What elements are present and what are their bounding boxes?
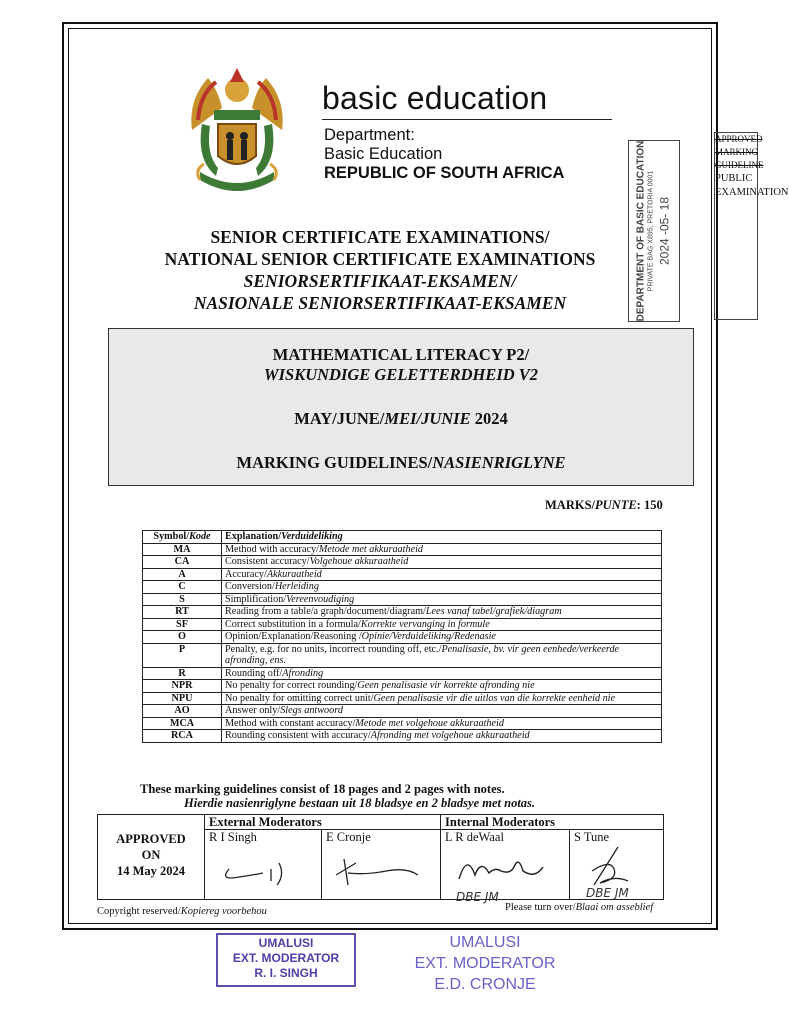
- signature-dewaal: [445, 845, 555, 885]
- dept-line2: Basic Education: [324, 145, 443, 163]
- approved-stamp-line2: PUBLIC EXAMINATION: [715, 173, 789, 198]
- exam-line2: NATIONAL SENIOR CERTIFICATE EXAMINATIONS: [164, 249, 596, 269]
- header-explanation: Explanation/Verduideliking: [222, 531, 662, 544]
- approved-cell: [98, 815, 205, 900]
- approved-line2: ON: [141, 848, 161, 862]
- symbol-table-header: [143, 531, 662, 544]
- symbol-code: A: [143, 568, 222, 581]
- table-row: [143, 717, 662, 730]
- marks-label-af: PUNTE: [595, 498, 637, 512]
- symbol-explanation: Rounding off/Afronding: [222, 667, 662, 680]
- table-row: [143, 556, 662, 569]
- pages-note-en: These marking guidelines consist of 18 pages and 2 pages with notes.: [140, 782, 505, 796]
- marks-total: [545, 498, 663, 513]
- initials-left: DBE JM: [456, 890, 499, 904]
- symbol-code: AO: [143, 705, 222, 718]
- symbol-explanation: Correct substitution in a formula/Korrekte vervanging in formule: [222, 618, 662, 631]
- symbol-explanation: Penalty, e.g. for no units, incorrect rounding off, etc./Penalisasie, bv. vir geen eenhede/verkeerde afronding, ens.: [222, 643, 662, 667]
- session-af: MEI/JUNIE: [384, 409, 471, 428]
- symbol-explanation: Simplification/Vereenvoudiging: [222, 593, 662, 606]
- symbol-explanation: Accuracy/Akkuraatheid: [222, 568, 662, 581]
- table-row: [143, 618, 662, 631]
- symbol-explanation: Answer only/Slegs antwoord: [222, 705, 662, 718]
- symbol-explanation: Opinion/Explanation/Reasoning /Opinie/Verduideliking/Redenasie: [222, 631, 662, 644]
- symbol-code: RT: [143, 606, 222, 619]
- symbol-code: MCA: [143, 717, 222, 730]
- guidelines-line: [109, 453, 693, 473]
- approved-date: 14 May 2024: [116, 864, 186, 878]
- signature-singh: [209, 845, 299, 885]
- exam-title-block: [100, 226, 660, 314]
- symbol-code: MA: [143, 543, 222, 556]
- coat-of-arms-logo: [178, 60, 296, 198]
- table-row: [143, 692, 662, 705]
- subject-box: [108, 328, 694, 486]
- copyright-note: Copyright reserved/Kopiereg voorbehou: [97, 906, 267, 917]
- symbol-explanation: Method with accuracy/Metode met akkuraatheid: [222, 543, 662, 556]
- dbe-stamp-line2: PRIVATE BAG X895, PRETORIA 0001: [647, 170, 655, 292]
- umalusi-stamp-singh: UMALUSI EXT. MODERATOR R. I. SINGH: [216, 933, 356, 987]
- dept-line3: REPUBLIC OF SOUTH AFRICA: [324, 164, 565, 182]
- marks-label-en: MARKS/: [545, 498, 595, 512]
- table-row: [143, 581, 662, 594]
- symbol-code: SF: [143, 618, 222, 631]
- dbe-stamp-date: 2024 -05- 18: [657, 196, 672, 266]
- symbol-explanation: Rounding consistent with accuracy/Afronding met volgehoue akkuraatheid: [222, 730, 662, 743]
- table-row: [143, 543, 662, 556]
- dept-line1: Department:: [324, 126, 415, 144]
- exam-line4: NASIONALE SENIORSERTIFIKAAT-EKSAMEN: [193, 293, 567, 313]
- symbol-code: RCA: [143, 730, 222, 743]
- symbol-code: S: [143, 593, 222, 606]
- internal-moderators-header: Internal Moderators: [441, 815, 664, 830]
- table-row: [143, 568, 662, 581]
- umalusi-stamp-cronje: UMALUSI EXT. MODERATOR E.D. CRONJE: [414, 934, 556, 993]
- table-row: [143, 730, 662, 743]
- symbol-code: P: [143, 643, 222, 667]
- symbol-table: [142, 530, 662, 743]
- symbol-explanation: Method with constant accuracy/Metode met volgehoue akkuraatheid: [222, 717, 662, 730]
- session-year: 2024: [470, 409, 508, 428]
- symbol-code: NPU: [143, 692, 222, 705]
- marks-value: : 150: [636, 498, 663, 512]
- session-en: MAY/JUNE/: [294, 409, 385, 428]
- moderators-table: [97, 814, 664, 900]
- symbol-code: NPR: [143, 680, 222, 693]
- exam-line1: SENIOR CERTIFICATE EXAMINATIONS/: [210, 227, 550, 247]
- approved-guideline-stamp: [714, 132, 789, 320]
- table-row: [143, 643, 662, 667]
- header-symbol: Symbol/Kode: [143, 531, 222, 544]
- table-row: [143, 667, 662, 680]
- symbol-code: R: [143, 667, 222, 680]
- table-row: [143, 680, 662, 693]
- moderator-tune: S Tune: [570, 830, 664, 900]
- symbol-code: CA: [143, 556, 222, 569]
- subject-title-en: MATHEMATICAL LITERACY P2/: [272, 345, 530, 364]
- external-moderators-header: External Moderators: [205, 815, 441, 830]
- department-block: [324, 126, 564, 183]
- symbol-code: O: [143, 631, 222, 644]
- session-line: [109, 409, 693, 429]
- table-row: [143, 631, 662, 644]
- moderator-cronje: E Cronje: [322, 830, 441, 900]
- subject-title-af: WISKUNDIGE GELETTERDHEID V2: [263, 365, 539, 384]
- table-row: [143, 606, 662, 619]
- table-row: [143, 593, 662, 606]
- pages-note: [140, 782, 620, 810]
- signature-cronje: [326, 845, 426, 885]
- approved-stamp-line1: APPROVED MARKING GUIDELINE: [715, 134, 764, 170]
- pages-note-af: Hierdie nasienriglyne bestaan uit 18 bladsye en 2 bladsye met notas.: [184, 796, 536, 810]
- brand-rule: [322, 119, 612, 120]
- guide-af: NASIENRIGLYNE: [432, 453, 566, 472]
- dbe-stamp-line1: DEPARTMENT OF BASIC EDUCATION: [635, 140, 647, 322]
- table-row: [143, 705, 662, 718]
- initials-right: DBE JM: [586, 886, 629, 900]
- exam-line3: SENIORSERTIFIKAAT-EKSAMEN/: [243, 271, 517, 291]
- symbol-explanation: No penalty for omitting correct unit/Geen penalisasie vir die uitlos van die korrekte eenheid nie: [222, 692, 662, 705]
- symbol-explanation: Conversion/Herleiding: [222, 581, 662, 594]
- symbol-code: C: [143, 581, 222, 594]
- approved-line1: APPROVED: [116, 832, 186, 846]
- turn-over-note: Please turn over/Blaai om asseblief: [505, 902, 654, 913]
- moderator-singh: R I Singh: [205, 830, 322, 900]
- symbol-explanation: No penalty for correct rounding/Geen penalisasie vir korrekte afronding nie: [222, 680, 662, 693]
- brand-title: basic education: [322, 80, 548, 116]
- symbol-explanation: Reading from a table/a graph/document/diagram/Lees vanaf tabel/grafiek/diagram: [222, 606, 662, 619]
- guide-en: MARKING GUIDELINES/: [236, 453, 433, 472]
- moderator-dewaal: L R deWaal: [441, 830, 570, 900]
- signature-tune: [574, 845, 654, 889]
- symbol-explanation: Consistent accuracy/Volgehoue akkuraatheid: [222, 556, 662, 569]
